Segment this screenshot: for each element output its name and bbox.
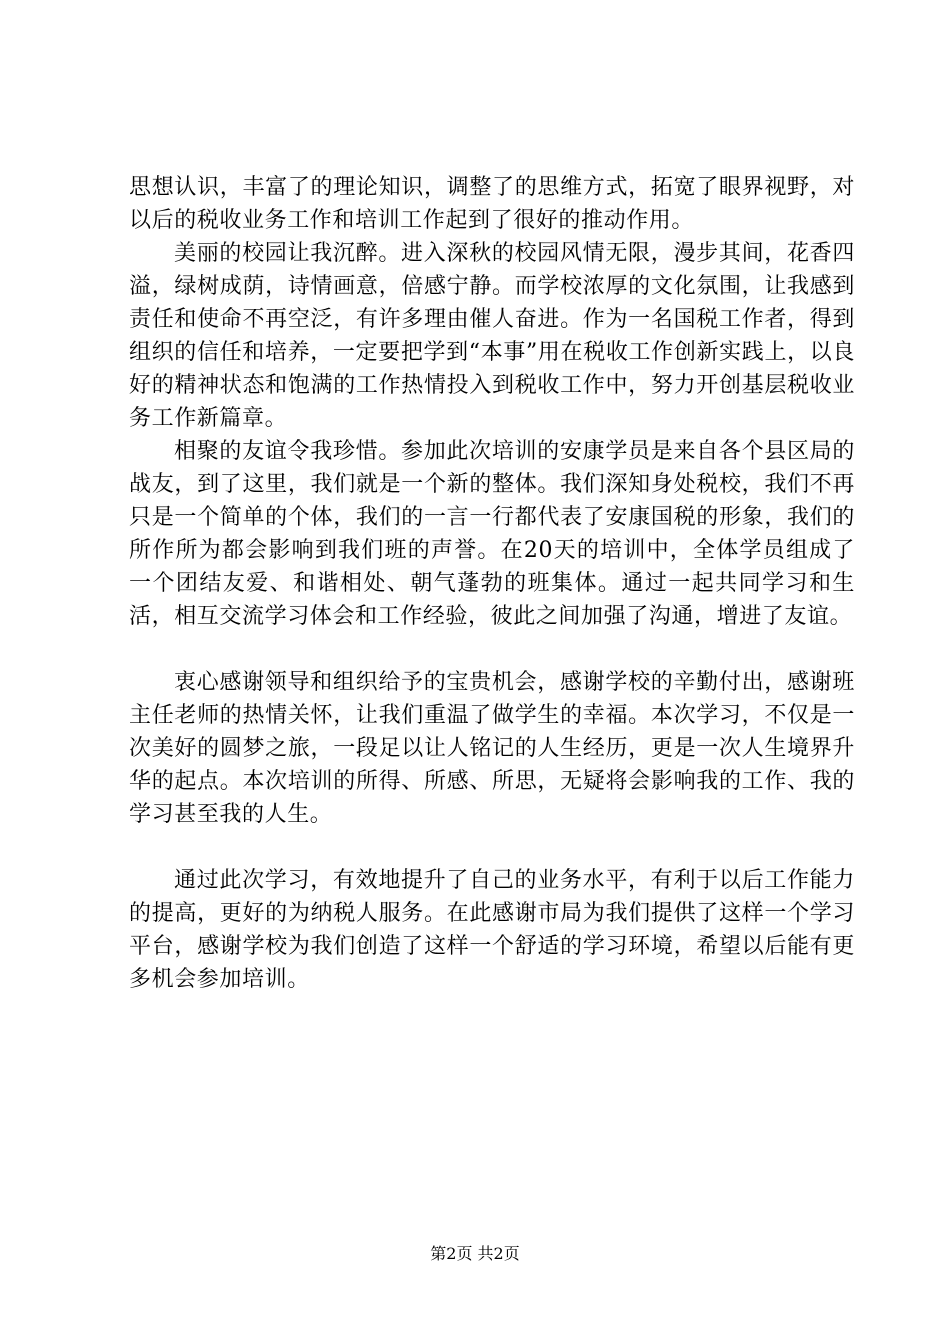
paragraph-campus: 美丽的校园让我沉醉。进入深秋的校园风情无限，漫步其间，花香四溢，绿树成荫，诗情画意，倍感宁静。而学校浓厚的文化氛围，让我感到责任和使命不再空泛，有许多理由催人奋进。作为一名国税工作者，得到组织的信任和培养，一定要把学到“本事”用在税收工作创新实践上，以良好的精神状态和饱满的工作热情投入到税收工作中，努力开创基层税收业务工作新篇章。 (129, 241, 855, 431)
paragraph-continuation: 思想认识，丰富了的理论知识，调整了的思维方式，拓宽了眼界视野，对以后的税收业务工作和培训工作起到了很好的推动作用。 (129, 175, 855, 233)
document-body (129, 171, 855, 996)
paragraph-friendship: 相聚的友谊令我珍惜。参加此次培训的安康学员是来自各个县区局的战友，到了这里，我们就是一个新的整体。我们深知身处税校，我们不再只是一个简单的个体，我们的一言一行都代表了安康国税的形象，我们的所作所为都会影响到我们班的声誉。在20天的培训中，全体学员组成了一个团结友爱、和谐相处、朝气蓬勃的班集体。通过一起共同学习和生活，相互交流学习体会和工作经验，彼此之间加强了沟通，增进了友谊。 (129, 439, 855, 629)
paragraph-conclusion: 通过此次学习，有效地提升了自己的业务水平，有利于以后工作能力的提高，更好的为纳税人服务。在此感谢市局为我们提供了这样一个学习平台，感谢学校为我们创造了这样一个舒适的学习环境，希望以后能有更多机会参加培训。 (129, 868, 855, 992)
page-number-footer: 第2页 共2页 (430, 1244, 520, 1263)
paragraph-gratitude: 衷心感谢领导和组织给予的宝贵机会，感谢学校的辛勤付出，感谢班主任老师的热情关怀，让我们重温了做学生的幸福。本次学习，不仅是一次美好的圆梦之旅，一段足以让人铭记的人生经历，更是一次人生境界升华的起点。本次培训的所得、所感、所思，无疑将会影响我的工作、我的学习甚至我的人生。 (129, 670, 855, 827)
